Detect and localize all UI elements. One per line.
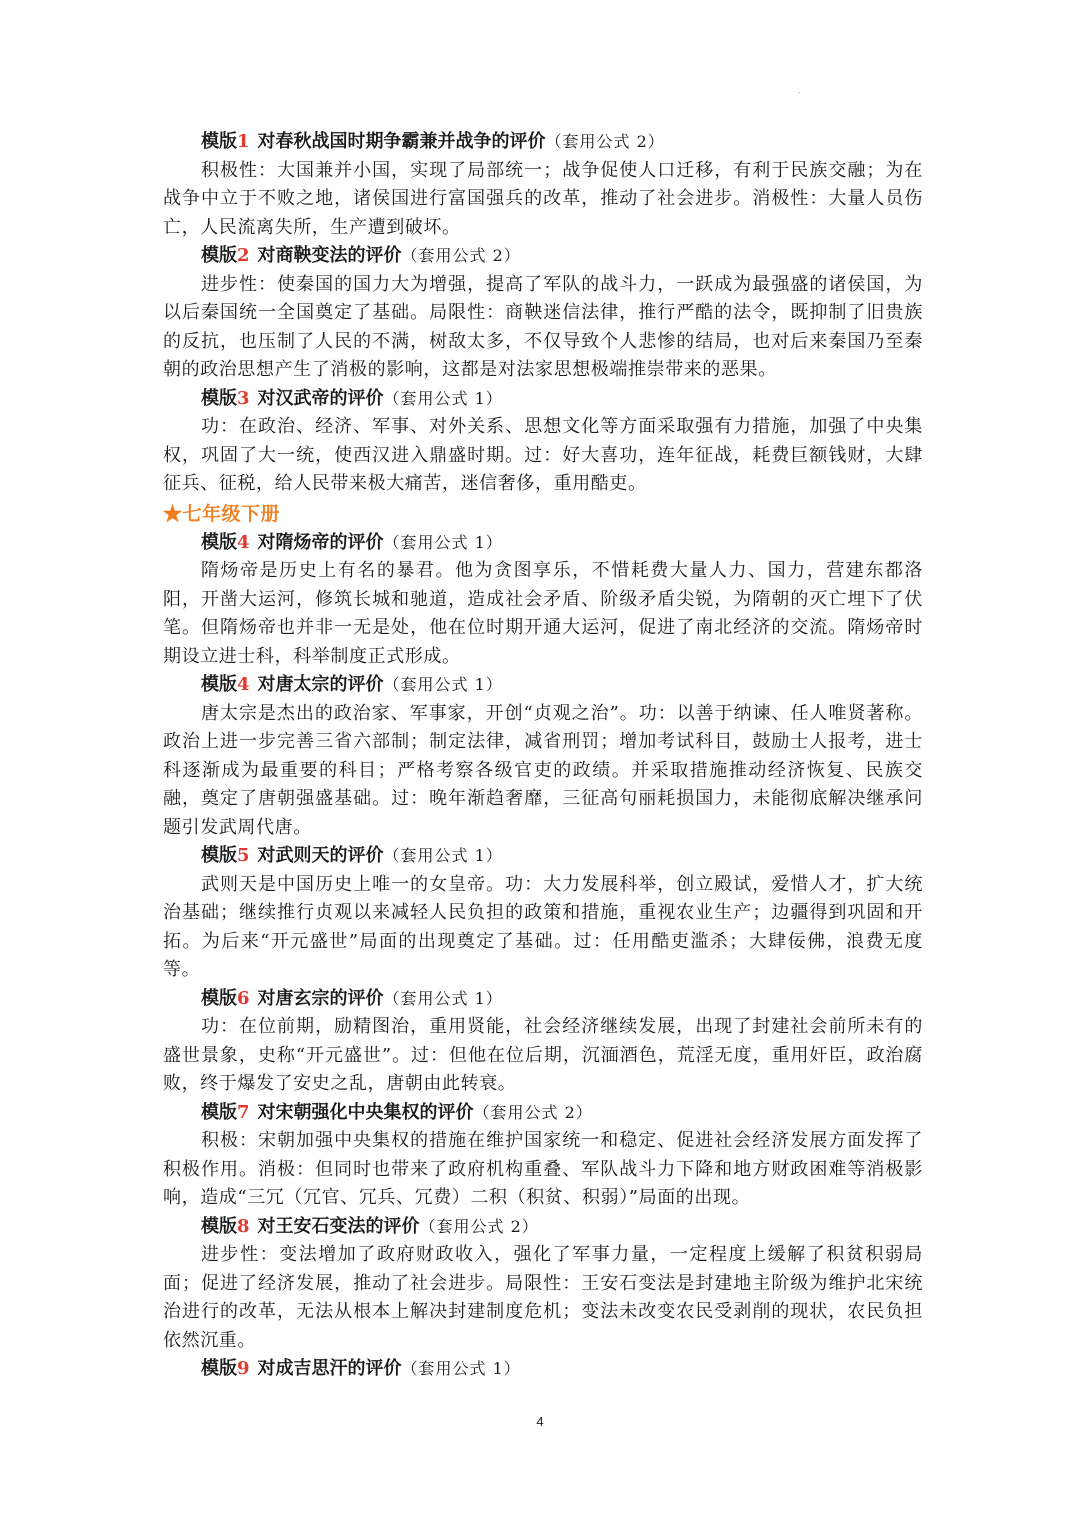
template-label: 模版	[201, 987, 237, 1009]
template-formula: （套用公式 2）	[545, 132, 665, 151]
corner-mark: .	[798, 86, 801, 95]
template-body: 唐太宗是杰出的政治家、军事家，开创“贞观之治”。功：以善于纳谏、任人唯贤著称。政治上进一步完善三省六部制；制定法律，减省刑罚；增加考试科目，鼓励士人报考，进士科逐渐成为最重要的科目；严格考察各级官吏的政绩。并采取措施推动经济恢复、民族交融，奠定了唐朝强盛基础。过：晚年渐趋奢靡，三征高句丽耗损国力，未能彻底解决继承问题引发武周代唐。	[163, 702, 923, 838]
template-heading	[163, 385, 923, 414]
template-label: 模版	[201, 131, 237, 152]
template-formula: （套用公式 1）	[383, 532, 503, 552]
template-body: 进步性：变法增加了政府财政收入，强化了军事力量，一定程度上缓解了积贫积弱局面；促进了经济发展，推动了社会进步。局限性：王安石变法是封建地主阶级为维护北宋统治进行的改革，无法从根本上解决封建制度危机；变法未改变农民受剥削的现状，农民负担依然沉重。	[163, 1244, 923, 1351]
template-number: 8	[237, 1215, 250, 1237]
template-heading	[163, 1355, 923, 1384]
template-body: 进步性：使秦国的国力大为增强，提高了军队的战斗力，一跃成为最强盛的诸侯国，为以后秦国统一全国奠定了基础。局限性：商鞅迷信法律，推行严酷的法令，既抑制了旧贵族的反抗，也压制了人民的不满，树敌太多，不仅导致个人悲惨的结局，也对后来秦国乃至秦朝的政治思想产生了消极的影响，这都是对法家思想极端推崇带来的恶果。	[163, 273, 923, 380]
template-label: 模版	[201, 1215, 237, 1237]
template-label: 模版	[201, 1358, 237, 1379]
section-title: ★七年级下册	[163, 502, 281, 525]
template-title: 对唐玄宗的评价	[257, 987, 384, 1009]
template-body: 功：在政治、经济、军事、对外关系、思想文化等方面采取强有力措施，加强了中央集权，巩固了大一统，使西汉进入鼎盛时期。过：好大喜功，连年征战，耗费巨额钱财，大肆征兵、征税，给人民带来极大痛苦，迷信奢侈，重用酷吏。	[163, 416, 923, 494]
template-body: 隋炀帝是历史上有名的暴君。他为贪图享乐，不惜耗费大量人力、国力，营建东都洛阳，开凿大运河，修筑长城和驰道，造成社会矛盾、阶级矛盾尖锐，为隋朝的灭亡埋下了伏笔。但隋炀帝也并非一无是处，他在位时期开通大运河，促进了南北经济的交流。隋炀帝时期设立进士科，科举制度正式形成。	[163, 560, 923, 667]
template-title: 对春秋战国时期争霸兼并战争的评价	[257, 131, 546, 152]
template-body: 积极性：大国兼并小国，实现了局部统一；战争促使人口迁移，有利于民族交融；为在战争中立于不败之地，诸侯国进行富国强兵的改革，推动了社会进步。消极性：大量人员伤亡，人民流离失所，生产遭到破坏。	[163, 159, 923, 238]
template-number: 4	[237, 531, 250, 553]
template-formula: （套用公式 2）	[401, 246, 521, 265]
template-heading	[163, 842, 923, 871]
template-title: 对隋炀帝的评价	[257, 531, 384, 553]
template-formula: （套用公式 2）	[473, 1102, 593, 1122]
template-heading	[163, 985, 923, 1014]
template-heading	[163, 1099, 923, 1128]
template-number: 6	[237, 987, 250, 1009]
template-body: 武则天是中国历史上唯一的女皇帝。功：大力发展科举，创立殿试，爱惜人才，扩大统治基础；继续推行贞观以来减轻人民负担的政策和措施，重视农业生产；边疆得到巩固和开拓。为后来“开元盛世”局面的出现奠定了基础。过：任用酷吏滥杀；大肆佞佛，浪费无度等。	[163, 873, 923, 980]
template-heading	[163, 242, 923, 271]
template-formula: （套用公式 1）	[383, 988, 503, 1008]
template-number: 7	[237, 1101, 250, 1123]
template-number: 3	[237, 387, 250, 409]
template-body: 积极：宋朝加强中央集权的措施在维护国家统一和稳定、促进社会经济发展方面发挥了积极作用。消极：但同时也带来了政府机构重叠、军队战斗力下降和地方财政困难等消极影响，造成“三冗（冗官、冗兵、冗费）二积（积贫、积弱）”局面的出现。	[163, 1130, 923, 1208]
template-title: 对唐太宗的评价	[257, 674, 384, 695]
template-body: 功：在位前期，励精图治，重用贤能，社会经济继续发展，出现了封建社会前所未有的盛世景象，史称“开元盛世”。过：但他在位后期，沉湎酒色，荒淫无度，重用奸臣，政治腐败，终于爆发了安史之乱，唐朝由此转衰。	[163, 1016, 923, 1094]
template-title: 对成吉思汗的评价	[257, 1358, 402, 1379]
template-formula: （套用公式 1）	[383, 388, 503, 408]
template-heading	[163, 1213, 923, 1242]
template-title: 对汉武帝的评价	[257, 387, 384, 409]
template-title: 对商鞅变法的评价	[257, 245, 402, 266]
template-heading	[163, 128, 923, 157]
template-label: 模版	[201, 387, 237, 409]
template-formula: （套用公式 2）	[419, 1216, 539, 1236]
template-title: 对武则天的评价	[257, 845, 384, 866]
template-title: 对王安石变法的评价	[257, 1215, 420, 1237]
template-heading	[163, 671, 923, 700]
template-number: 2	[237, 245, 250, 266]
template-label: 模版	[201, 674, 237, 695]
template-title: 对宋朝强化中央集权的评价	[257, 1101, 474, 1123]
template-label: 模版	[201, 1101, 237, 1123]
template-number: 9	[237, 1358, 250, 1379]
template-formula: （套用公式 1）	[383, 846, 503, 865]
template-label: 模版	[201, 245, 237, 266]
template-number: 1	[237, 131, 250, 152]
page-number: 4	[536, 1414, 544, 1429]
document-page	[163, 128, 923, 1384]
template-heading	[163, 529, 923, 558]
template-number: 5	[237, 845, 250, 866]
template-label: 模版	[201, 845, 237, 866]
template-number: 4	[237, 674, 250, 695]
template-formula: （套用公式 1）	[383, 675, 503, 694]
template-formula: （套用公式 1）	[401, 1359, 521, 1378]
template-label: 模版	[201, 531, 237, 553]
